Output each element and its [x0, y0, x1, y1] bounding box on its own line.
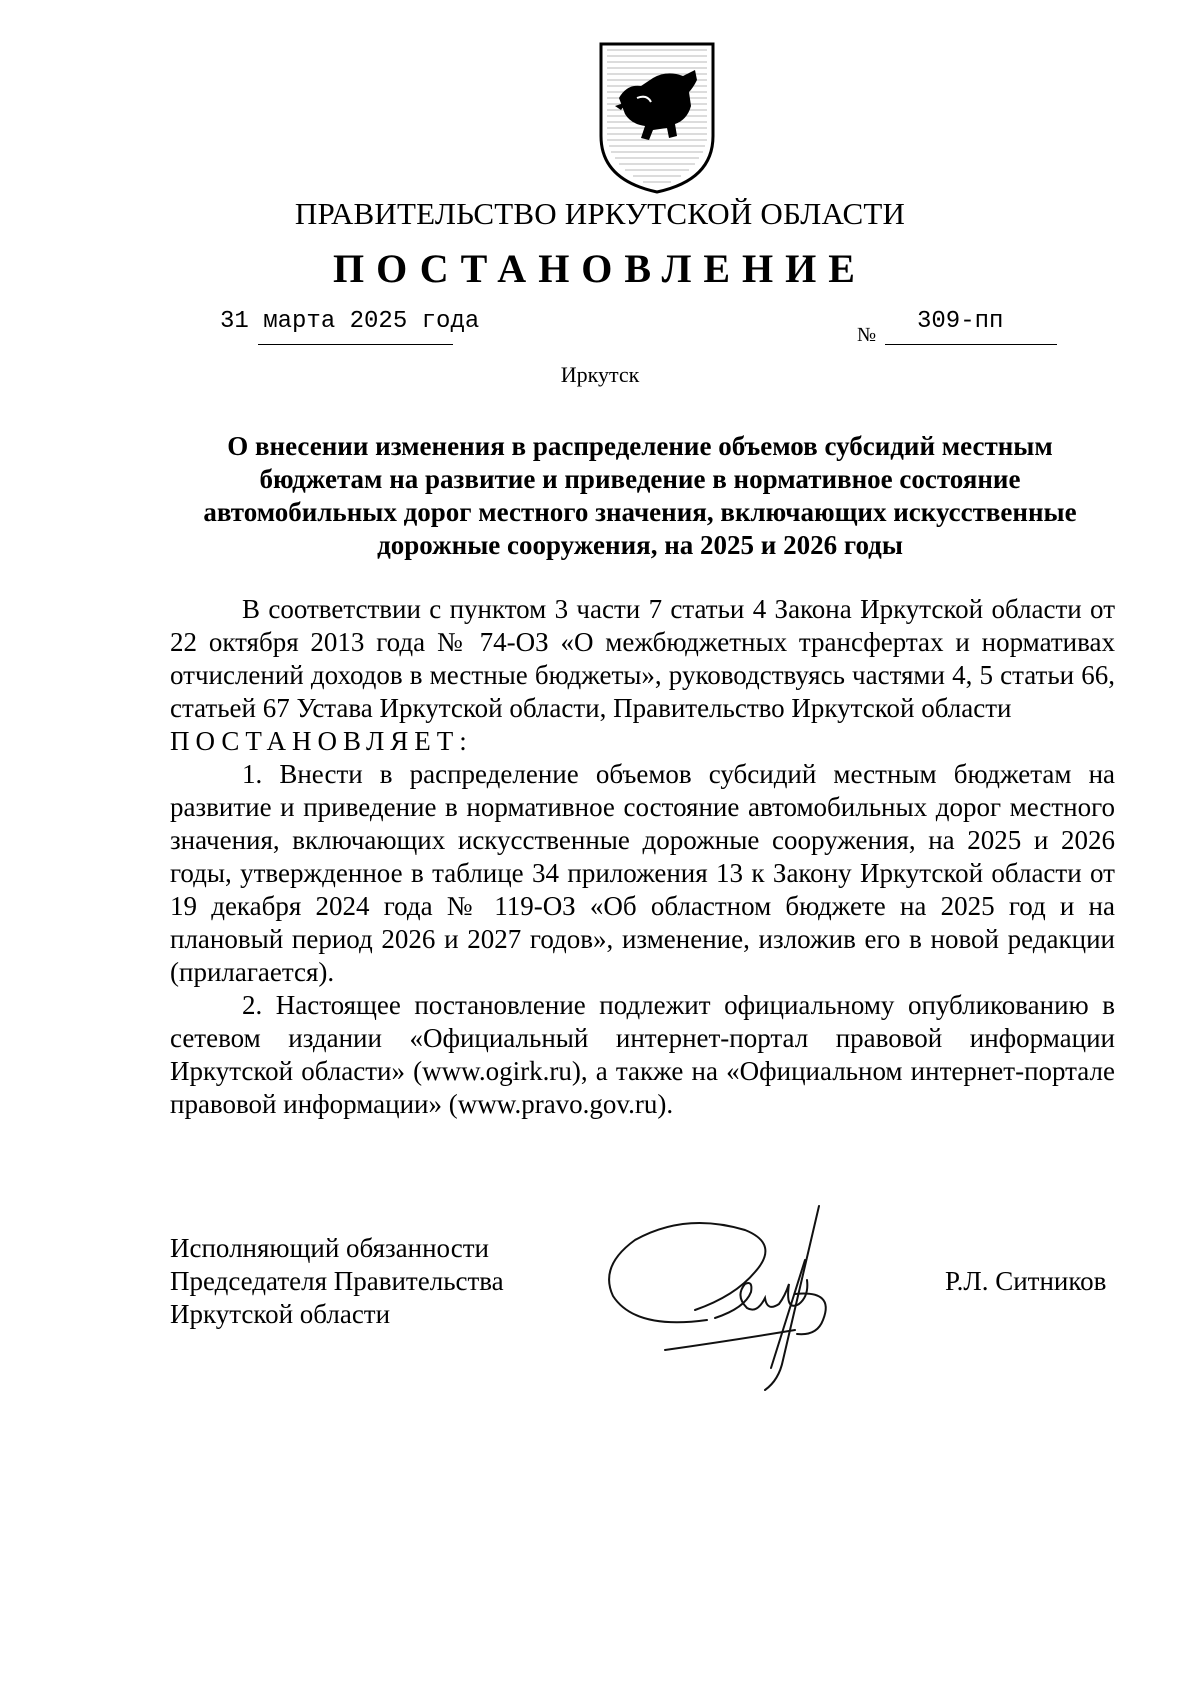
city: Иркутск [560, 362, 640, 387]
government-name: ПРАВИТЕЛЬСТВО ИРКУТСКОЙ ОБЛАСТИ [294, 196, 906, 231]
signatory-name: Р.Л. Ситников [945, 1266, 1107, 1296]
preamble: В соответствии с пунктом 3 части 7 статьи 4 Закона Иркутской области от 22 октября 2013 года № 74-ОЗ «О межбюджетных трансфертах и нормативах отчислений доходов в местные бюджеты», руководствуясь частями 4, 5 статьи 66, статьей 67 Устава Иркутской области, Правительство Иркутской области [170, 594, 1115, 723]
position-line: Иркутской области [170, 1299, 391, 1329]
document-title: О внесении изменения в распределение объемов субсидий местным бюджетам на развитие и приведение в нормативное состояние автомобильных дорог местного значения, включающих искусственные дорожные сооружения, на 2025 и 2026 годы [203, 431, 1077, 560]
item-1: 1. Внести в распределение объемов субсидий местным бюджетам на развитие и приведение в нормативное состояние автомобильных дорог местного значения, включающих искусственные дорожные сооружения, на 2025 и 2026 годы, утвержденное в таблице 34 приложения 13 к Закону Иркутской области от 19 декабря 2024 года № 119-ОЗ «Об областном бюджете на 2025 год и на плановый период 2026 и 2027 годов», изменение, изложив его в новой редакции (прилагается). [170, 759, 1115, 987]
decree-word: ПОСТАНОВЛЯЕТ: [170, 726, 473, 756]
position-line: Исполняющий обязанности [170, 1233, 489, 1263]
document-body [170, 593, 1115, 1121]
item-2: 2. Настоящее постановление подлежит официальному опубликованию в сетевом издании «Официальный интернет-портал правовой информации Иркутской области» (www.ogirk.ru), а также на «Официальном интернет-портале правовой информации» (www.pravo.gov.ru). [170, 990, 1115, 1119]
document-type: ПОСТАНОВЛЕНИЕ [333, 246, 867, 291]
handwritten-signature [595, 1200, 895, 1400]
date-underline [258, 344, 453, 345]
position-line: Председателя Правительства [170, 1266, 504, 1296]
document-date: 31 марта 2025 года [220, 308, 480, 335]
number-underline [885, 344, 1057, 345]
number-sign: № [857, 324, 877, 346]
document-number: 309-пп [917, 308, 1004, 335]
signatory-position [170, 1232, 504, 1331]
coat-of-arms-icon [597, 40, 717, 196]
